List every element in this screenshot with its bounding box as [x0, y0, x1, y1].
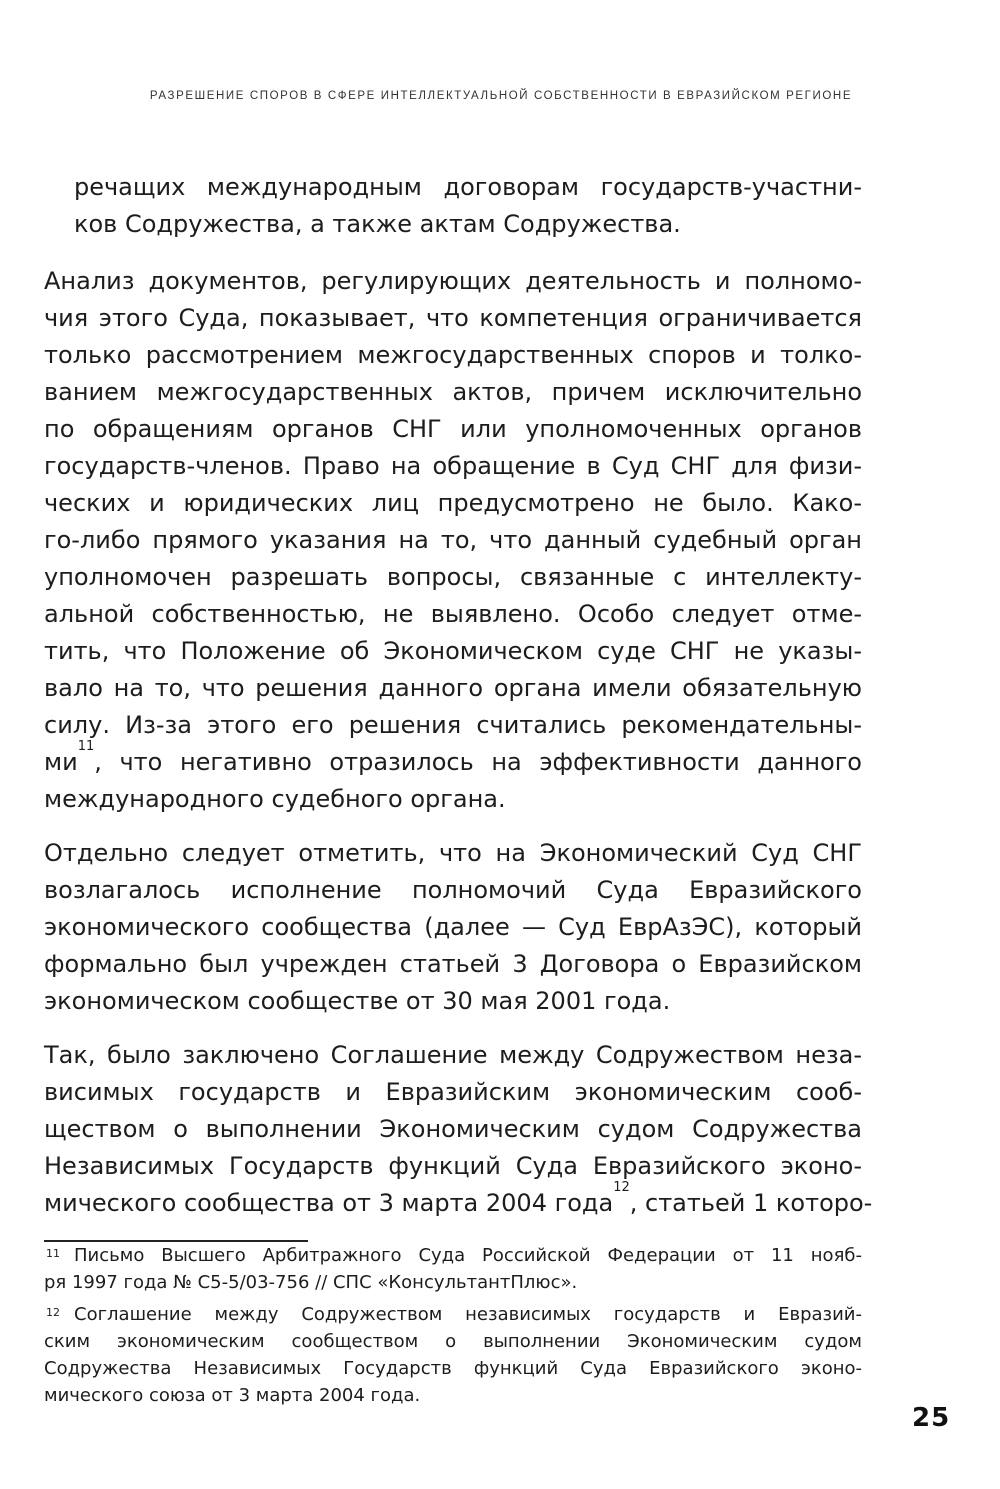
text-line: альной собственностью, не выявлено. Особо следует отме- [44, 600, 862, 628]
text-line: только рассмотрением межгосударственных споров и толко- [44, 341, 862, 369]
footnote-mark: 12 [46, 1306, 60, 1319]
footnote-ref-11[interactable]: 11 [77, 739, 95, 754]
text-fragment: ми [44, 748, 78, 776]
text-line: ществом о выполнении Экономическим судом Содружества [44, 1115, 862, 1143]
text-line: чия этого Суда, показывает, что компетенция ограничивается [44, 304, 862, 332]
footnote-line: Соглашение между Содружеством независимых государств и Евразий- [74, 1304, 862, 1325]
text-line: Анализ документов, регулирующих деятельность и полномо- [44, 267, 862, 295]
text-line: го-либо прямого указания на то, что данный судебный орган [44, 526, 862, 554]
page-number: 25 [912, 1403, 951, 1433]
text-line: речащих международным договорам государств-участни- [74, 173, 862, 201]
text-line [44, 1180, 873, 1218]
text-line: возлагалось исполнение полномочий Суда Евразийского [44, 876, 862, 904]
text-line: международного судебного органа. [44, 785, 506, 813]
text-line: ванием межгосударственных актов, причем исключительно [44, 378, 862, 406]
text-line: государств-членов. Право на обращение в Суд СНГ для физи- [44, 452, 862, 480]
footnote-line: Письмо Высшего Арбитражного Суда Российской Федерации от 11 нояб- [74, 1245, 862, 1266]
running-header: РАЗРЕШЕНИЕ СПОРОВ В СФЕРЕ ИНТЕЛЛЕКТУАЛЬНОЙ СОБСТВЕННОСТИ В ЕВРАЗИЙСКОМ РЕГИОНЕ [149, 90, 853, 102]
footnote-line: мического союза от 3 марта 2004 года. [44, 1385, 421, 1406]
text-line: уполномочен разрешать вопросы, связанные с интеллекту- [44, 563, 862, 591]
text-line: силу. Из-за этого его решения считались рекомендательны- [44, 711, 862, 739]
text-line [44, 739, 862, 777]
text-fragment: , статьей 1 которо- [629, 1189, 873, 1217]
footnote-ref-12[interactable]: 12 [613, 1180, 630, 1195]
text-line: тить, что Положение об Экономическом суде СНГ не указы- [44, 637, 862, 665]
footnote-line: ря 1997 года № С5-5/03-756 // СПС «КонсультантПлюс». [44, 1272, 578, 1293]
text-line: Независимых Государств функций Суда Евразийского эконо- [44, 1152, 862, 1180]
text-line: Отдельно следует отметить, что на Экономический Суд СНГ [44, 839, 862, 867]
text-line: экономическом сообществе от 30 мая 2001 года. [44, 987, 671, 1015]
text-line: вало на то, что решения данного органа имели обязательную [44, 674, 862, 702]
text-line: по обращениям органов СНГ или уполномоченных органов [44, 415, 862, 443]
text-line: Так, было заключено Соглашение между Содружеством неза- [44, 1041, 862, 1069]
text-line: формально был учрежден статьей 3 Договора о Евразийском [44, 950, 862, 978]
text-line: ков Содружества, а также актам Содружества. [74, 210, 681, 238]
text-fragment: мического сообщества от 3 марта 2004 года [44, 1189, 614, 1217]
text-line: ческих и юридических лиц предусмотрено не было. Како- [44, 489, 862, 517]
footnote-mark: 11 [46, 1247, 60, 1260]
text-line: висимых государств и Евразийским экономическим сооб- [44, 1078, 862, 1106]
footnote-line: ским экономическим сообществом о выполнении Экономическим судом [44, 1331, 862, 1352]
footnote-separator [44, 1240, 308, 1242]
text-fragment: , что негативно отразилось на эффективности данного [94, 748, 862, 776]
footnote-line: Содружества Независимых Государств функций Суда Евразийского эконо- [44, 1358, 862, 1379]
text-line: экономического сообщества (далее — Суд ЕврАзЭС), который [44, 913, 862, 941]
